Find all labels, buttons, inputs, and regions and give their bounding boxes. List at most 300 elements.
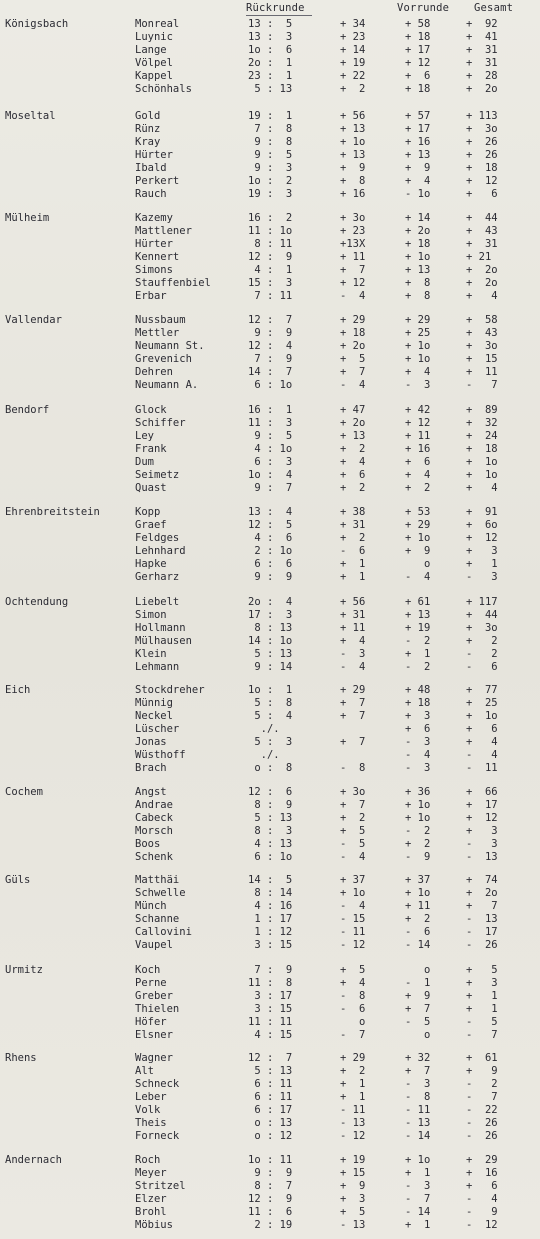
vorrunde-diff: + 9 bbox=[405, 162, 431, 174]
rueckrunde-diff: + 13 bbox=[340, 123, 366, 135]
gesamt-diff: + 17 bbox=[466, 799, 498, 811]
player-name: Thielen bbox=[135, 1003, 180, 1015]
player-row bbox=[0, 786, 540, 799]
player-name: Kray bbox=[135, 136, 161, 148]
player-row bbox=[0, 838, 540, 851]
rueckrunde-score: 6 : 11 bbox=[248, 1091, 293, 1103]
club-name: Bendorf bbox=[5, 404, 50, 416]
vorrunde-diff: - 14 bbox=[405, 939, 431, 951]
rueckrunde-diff: - 12 bbox=[340, 1130, 366, 1142]
player-name: Lehmann bbox=[135, 661, 180, 673]
player-row bbox=[0, 799, 540, 812]
rueckrunde-diff: + 13 bbox=[340, 430, 366, 442]
player-name: Theis bbox=[135, 1117, 167, 1129]
vorrunde-diff: + 16 bbox=[405, 136, 431, 148]
player-row bbox=[0, 404, 540, 417]
vorrunde-diff: + 13 bbox=[405, 264, 431, 276]
player-name: Simon bbox=[135, 609, 167, 621]
rueckrunde-diff: + 2 bbox=[340, 1065, 366, 1077]
player-row bbox=[0, 379, 540, 392]
player-name: Schenk bbox=[135, 851, 173, 863]
vorrunde-diff: - 1 bbox=[405, 977, 431, 989]
player-name: Stauffenbiel bbox=[135, 277, 211, 289]
vorrunde-diff: + 37 bbox=[405, 874, 431, 886]
player-name: Stritzel bbox=[135, 1180, 186, 1192]
player-row bbox=[0, 417, 540, 430]
player-name: Mülhausen bbox=[135, 635, 192, 647]
rueckrunde-score: 16 : 1 bbox=[248, 404, 293, 416]
gesamt-diff: + 74 bbox=[466, 874, 498, 886]
player-row bbox=[0, 571, 540, 584]
player-name: Mettler bbox=[135, 327, 180, 339]
vorrunde-diff: + 6 bbox=[405, 456, 431, 468]
club-name: Güls bbox=[5, 874, 31, 886]
vorrunde-diff: + 48 bbox=[405, 684, 431, 696]
rueckrunde-diff: + 2o bbox=[340, 417, 366, 429]
rueckrunde-score: 1o : 1 bbox=[248, 684, 293, 696]
vorrunde-diff: - 5 bbox=[405, 1016, 431, 1028]
gesamt-diff: + 2o bbox=[466, 277, 498, 289]
rueckrunde-score: 16 : 2 bbox=[248, 212, 293, 224]
rueckrunde-score: o : 13 bbox=[248, 1117, 293, 1129]
vorrunde-diff: + 17 bbox=[405, 44, 431, 56]
gesamt-diff: + 31 bbox=[466, 57, 498, 69]
vorrunde-diff: + 19 bbox=[405, 622, 431, 634]
vorrunde-diff: + 4 bbox=[405, 175, 431, 187]
vorrunde-diff: + 1o bbox=[405, 532, 431, 544]
rueckrunde-diff: + 1 bbox=[340, 558, 366, 570]
rueckrunde-score: 9 : 9 bbox=[248, 571, 293, 583]
rueckrunde-score: 3 : 15 bbox=[248, 1003, 293, 1015]
player-name: Stockdreher bbox=[135, 684, 205, 696]
gesamt-diff: + 9 bbox=[466, 1065, 498, 1077]
rueckrunde-diff: + 4 bbox=[340, 456, 366, 468]
player-row bbox=[0, 964, 540, 977]
vorrunde-diff: + 18 bbox=[405, 83, 431, 95]
rueckrunde-diff: + 6 bbox=[340, 469, 366, 481]
vorrunde-diff: - 1o bbox=[405, 188, 431, 200]
gesamt-diff: + 11 bbox=[466, 366, 498, 378]
rueckrunde-score: 7 : 9 bbox=[248, 353, 293, 365]
rueckrunde-score: o : 8 bbox=[248, 762, 293, 774]
player-name: Greber bbox=[135, 990, 173, 1002]
player-name: Perkert bbox=[135, 175, 180, 187]
rueckrunde-score: 1o : 2 bbox=[248, 175, 293, 187]
gesamt-diff: - 3 bbox=[466, 838, 498, 850]
player-name: Vaupel bbox=[135, 939, 173, 951]
vorrunde-diff: - 14 bbox=[405, 1206, 431, 1218]
gesamt-diff: + 1 bbox=[466, 990, 498, 1002]
gesamt-diff: + 26 bbox=[466, 149, 498, 161]
club-name: Eich bbox=[5, 684, 31, 696]
rueckrunde-score: 12 : 5 bbox=[248, 519, 293, 531]
player-row bbox=[0, 532, 540, 545]
vorrunde-diff: + 12 bbox=[405, 57, 431, 69]
gesamt-diff: + 1o bbox=[466, 469, 498, 481]
rueckrunde-score: 2 : 1o bbox=[248, 545, 293, 557]
rueckrunde-score: 9 : 9 bbox=[248, 1167, 293, 1179]
player-row bbox=[0, 188, 540, 201]
rueckrunde-score: 5 : 3 bbox=[248, 736, 293, 748]
player-row bbox=[0, 340, 540, 353]
gesamt-diff: + 31 bbox=[466, 238, 498, 250]
player-name: Ibald bbox=[135, 162, 167, 174]
vorrunde-diff: + 53 bbox=[405, 506, 431, 518]
player-row bbox=[0, 443, 540, 456]
gesamt-diff: + 31 bbox=[466, 44, 498, 56]
vorrunde-diff: - 2 bbox=[405, 635, 431, 647]
rueckrunde-diff: + 5 bbox=[340, 964, 366, 976]
player-name: Höfer bbox=[135, 1016, 167, 1028]
gesamt-diff: + 4 bbox=[466, 290, 498, 302]
vorrunde-diff: + 1 bbox=[405, 648, 431, 660]
rueckrunde-score: 6 : 6 bbox=[248, 558, 293, 570]
rueckrunde-diff: + 5 bbox=[340, 353, 366, 365]
rueckrunde-diff: + 47 bbox=[340, 404, 366, 416]
player-row bbox=[0, 874, 540, 887]
club-name: Moseltal bbox=[5, 110, 56, 122]
rueckrunde-score: 5 : 13 bbox=[248, 648, 293, 660]
vorrunde-diff: + 1o bbox=[405, 1154, 431, 1166]
player-row bbox=[0, 913, 540, 926]
player-row bbox=[0, 456, 540, 469]
player-row bbox=[0, 736, 540, 749]
vorrunde-diff: + 1o bbox=[405, 353, 431, 365]
gesamt-diff: + 58 bbox=[466, 314, 498, 326]
player-name: Andrae bbox=[135, 799, 173, 811]
vorrunde-diff: - 7 bbox=[405, 1193, 431, 1205]
player-row bbox=[0, 723, 540, 736]
rueckrunde-score: 7 : 8 bbox=[248, 123, 293, 135]
vorrunde-diff: + 17 bbox=[405, 123, 431, 135]
player-row bbox=[0, 887, 540, 900]
rueckrunde-score: 4 : 13 bbox=[248, 838, 293, 850]
rueckrunde-score: 4 : 1 bbox=[248, 264, 293, 276]
vorrunde-diff: + 3 bbox=[405, 710, 431, 722]
player-name: Hürter bbox=[135, 149, 173, 161]
player-row bbox=[0, 1016, 540, 1029]
rueckrunde-score: 1o : 11 bbox=[248, 1154, 293, 1166]
rueckrunde-diff: + 29 bbox=[340, 684, 366, 696]
gesamt-diff: - 7 bbox=[466, 1029, 498, 1041]
vorrunde-diff: + 1o bbox=[405, 799, 431, 811]
rueckrunde-score: 4 : 15 bbox=[248, 1029, 293, 1041]
player-row bbox=[0, 110, 540, 123]
player-name: Hapke bbox=[135, 558, 167, 570]
vorrunde-diff: - 8 bbox=[405, 1091, 431, 1103]
player-name: Rauch bbox=[135, 188, 167, 200]
gesamt-diff: + 12 bbox=[466, 532, 498, 544]
vorrunde-diff: + 12 bbox=[405, 417, 431, 429]
gesamt-diff: + 4 bbox=[466, 482, 498, 494]
player-row bbox=[0, 1219, 540, 1232]
rueckrunde-diff: + 7 bbox=[340, 710, 366, 722]
rueckrunde-diff: + 31 bbox=[340, 609, 366, 621]
club-name: Ehrenbreitstein bbox=[5, 506, 100, 518]
rueckrunde-score: 2 : 19 bbox=[248, 1219, 293, 1231]
rueckrunde-score: 11 : 1o bbox=[248, 225, 293, 237]
rueckrunde-score: 4 : 1o bbox=[248, 443, 293, 455]
rueckrunde-score: 19 : 3 bbox=[248, 188, 293, 200]
player-name: Callovini bbox=[135, 926, 192, 938]
player-row bbox=[0, 1029, 540, 1042]
player-row bbox=[0, 926, 540, 939]
gesamt-diff: + 91 bbox=[466, 506, 498, 518]
player-row bbox=[0, 635, 540, 648]
player-name: Morsch bbox=[135, 825, 173, 837]
player-row bbox=[0, 1206, 540, 1219]
vorrunde-diff: + 6 bbox=[405, 70, 431, 82]
player-row bbox=[0, 31, 540, 44]
rueckrunde-diff: + 56 bbox=[340, 110, 366, 122]
vorrunde-diff: + 16 bbox=[405, 443, 431, 455]
rueckrunde-diff: + 1o bbox=[340, 887, 366, 899]
gesamt-diff: + 43 bbox=[466, 225, 498, 237]
player-row bbox=[0, 1117, 540, 1130]
player-name: Dum bbox=[135, 456, 154, 468]
rueckrunde-score: 13 : 3 bbox=[248, 31, 293, 43]
rueckrunde-diff: + 38 bbox=[340, 506, 366, 518]
player-row bbox=[0, 277, 540, 290]
rueckrunde-score: 8 : 9 bbox=[248, 799, 293, 811]
rueckrunde-diff: - 5 bbox=[340, 838, 366, 850]
rueckrunde-score: 9 : 9 bbox=[248, 327, 293, 339]
player-name: Volk bbox=[135, 1104, 161, 1116]
player-name: Gold bbox=[135, 110, 161, 122]
rueckrunde-diff: + 7 bbox=[340, 799, 366, 811]
gesamt-diff: - 2 bbox=[466, 648, 498, 660]
player-name: Schwelle bbox=[135, 887, 186, 899]
player-name: Dehren bbox=[135, 366, 173, 378]
rueckrunde-score: 1o : 6 bbox=[248, 44, 293, 56]
gesamt-diff: - 11 bbox=[466, 762, 498, 774]
rueckrunde-score: 19 : 1 bbox=[248, 110, 293, 122]
club-name: Mülheim bbox=[5, 212, 50, 224]
rueckrunde-score: 12 : 4 bbox=[248, 340, 293, 352]
player-row bbox=[0, 18, 540, 31]
gesamt-diff: - 26 bbox=[466, 1130, 498, 1142]
gesamt-diff: + 44 bbox=[466, 212, 498, 224]
rueckrunde-score: 6 : 17 bbox=[248, 1104, 293, 1116]
vorrunde-diff: + 14 bbox=[405, 212, 431, 224]
vorrunde-diff: + 58 bbox=[405, 18, 431, 30]
player-name: Nussbaum bbox=[135, 314, 186, 326]
player-row bbox=[0, 70, 540, 83]
rueckrunde-diff: - 15 bbox=[340, 913, 366, 925]
player-row bbox=[0, 1065, 540, 1078]
gesamt-diff: + 113 bbox=[466, 110, 498, 122]
rueckrunde-diff: + 19 bbox=[340, 57, 366, 69]
player-row bbox=[0, 290, 540, 303]
vorrunde-diff: - 4 bbox=[405, 749, 431, 761]
gesamt-diff: + 16 bbox=[466, 1167, 498, 1179]
player-row bbox=[0, 812, 540, 825]
gesamt-diff: - 4 bbox=[466, 1193, 498, 1205]
vorrunde-diff: + 8 bbox=[405, 290, 431, 302]
rueckrunde-score: 15 : 3 bbox=[248, 277, 293, 289]
rueckrunde-score: 4 : 16 bbox=[248, 900, 293, 912]
player-name: Neumann St. bbox=[135, 340, 205, 352]
player-name: Lüscher bbox=[135, 723, 180, 735]
rueckrunde-score: 8 : 7 bbox=[248, 1180, 293, 1192]
player-row bbox=[0, 609, 540, 622]
gesamt-diff: + 3 bbox=[466, 825, 498, 837]
player-row bbox=[0, 506, 540, 519]
rueckrunde-diff: + 29 bbox=[340, 1052, 366, 1064]
player-name: Roch bbox=[135, 1154, 161, 1166]
rueckrunde-diff: + 4 bbox=[340, 977, 366, 989]
gesamt-diff: + 117 bbox=[466, 596, 498, 608]
gesamt-diff: + 1 bbox=[466, 1003, 498, 1015]
rueckrunde-score: 2o : 4 bbox=[248, 596, 293, 608]
player-name: Alt bbox=[135, 1065, 154, 1077]
player-row bbox=[0, 990, 540, 1003]
player-name: Graef bbox=[135, 519, 167, 531]
vorrunde-diff: + 9 bbox=[405, 990, 431, 1002]
rueckrunde-score: 9 : 7 bbox=[248, 482, 293, 494]
vorrunde-diff: + 1o bbox=[405, 812, 431, 824]
rueckrunde-score: 8 : 11 bbox=[248, 238, 293, 250]
player-name: Lehnhard bbox=[135, 545, 186, 557]
rueckrunde-score: 5 : 4 bbox=[248, 710, 293, 722]
rueckrunde-score: 23 : 1 bbox=[248, 70, 293, 82]
player-row bbox=[0, 749, 540, 762]
rueckrunde-score: 5 : 13 bbox=[248, 1065, 293, 1077]
club-name: Andernach bbox=[5, 1154, 62, 1166]
player-row bbox=[0, 1052, 540, 1065]
player-name: Kennert bbox=[135, 251, 180, 263]
rueckrunde-score: 8 : 13 bbox=[248, 622, 293, 634]
rueckrunde-score: 14 : 5 bbox=[248, 874, 293, 886]
rueckrunde-diff: + 37 bbox=[340, 874, 366, 886]
gesamt-diff: - 26 bbox=[466, 1117, 498, 1129]
rueckrunde-diff: + 7 bbox=[340, 366, 366, 378]
player-name: Jonas bbox=[135, 736, 167, 748]
rueckrunde-score: 11 : 8 bbox=[248, 977, 293, 989]
player-name: Schönhals bbox=[135, 83, 192, 95]
rueckrunde-score: 5 : 8 bbox=[248, 697, 293, 709]
rueckrunde-diff: - 11 bbox=[340, 1104, 366, 1116]
player-name: Monreal bbox=[135, 18, 180, 30]
player-name: Elsner bbox=[135, 1029, 173, 1041]
player-row bbox=[0, 1003, 540, 1016]
gesamt-diff: + 12 bbox=[466, 175, 498, 187]
vorrunde-diff: - 4 bbox=[405, 571, 431, 583]
player-row bbox=[0, 149, 540, 162]
player-row bbox=[0, 1130, 540, 1143]
player-row bbox=[0, 1180, 540, 1193]
gesamt-diff: + 66 bbox=[466, 786, 498, 798]
vorrunde-diff: + 29 bbox=[405, 519, 431, 531]
gesamt-diff: + 2o bbox=[466, 264, 498, 276]
player-name: Feldges bbox=[135, 532, 180, 544]
player-name: Glock bbox=[135, 404, 167, 416]
vorrunde-diff: + 2o bbox=[405, 225, 431, 237]
rueckrunde-score: 4 : 6 bbox=[248, 532, 293, 544]
vorrunde-diff: + 1 bbox=[405, 1167, 431, 1179]
player-name: Brach bbox=[135, 762, 167, 774]
vorrunde-diff: - 3 bbox=[405, 379, 431, 391]
rueckrunde-diff: - 13 bbox=[340, 1219, 366, 1231]
rueckrunde-diff: - 8 bbox=[340, 762, 366, 774]
vorrunde-diff: + 1 bbox=[405, 1219, 431, 1231]
player-row bbox=[0, 57, 540, 70]
player-row bbox=[0, 661, 540, 674]
rueckrunde-score: 6 : 3 bbox=[248, 456, 293, 468]
rueckrunde-diff: + 1o bbox=[340, 136, 366, 148]
rueckrunde-diff: + 19 bbox=[340, 1154, 366, 1166]
rueckrunde-diff: + 2 bbox=[340, 482, 366, 494]
rueckrunde-diff: + 5 bbox=[340, 825, 366, 837]
rueckrunde-diff: - 6 bbox=[340, 545, 366, 557]
rueckrunde-score: 7 : 11 bbox=[248, 290, 293, 302]
gesamt-diff: + 89 bbox=[466, 404, 498, 416]
rueckrunde-score: 5 : 13 bbox=[248, 83, 293, 95]
player-name: Rünz bbox=[135, 123, 161, 135]
header-gesamt: Gesamt bbox=[474, 2, 514, 14]
gesamt-diff: + 5 bbox=[466, 964, 498, 976]
gesamt-diff: + 3o bbox=[466, 622, 498, 634]
vorrunde-diff: + 7 bbox=[405, 1003, 431, 1015]
rueckrunde-diff: + 7 bbox=[340, 264, 366, 276]
vorrunde-diff: + 4 bbox=[405, 366, 431, 378]
player-row bbox=[0, 327, 540, 340]
rueckrunde-diff: + 5 bbox=[340, 1206, 366, 1218]
player-row bbox=[0, 622, 540, 635]
vorrunde-diff: + 7 bbox=[405, 1065, 431, 1077]
player-row bbox=[0, 251, 540, 264]
player-name: Erbar bbox=[135, 290, 167, 302]
player-name: Hollmann bbox=[135, 622, 186, 634]
gesamt-diff: + 25 bbox=[466, 697, 498, 709]
gesamt-diff: + 6o bbox=[466, 519, 498, 531]
rueckrunde-diff: + 1 bbox=[340, 1078, 366, 1090]
rueckrunde-score: 9 : 8 bbox=[248, 136, 293, 148]
rueckrunde-diff: + 8 bbox=[340, 175, 366, 187]
player-row bbox=[0, 596, 540, 609]
player-row bbox=[0, 825, 540, 838]
rueckrunde-score: 14 : 7 bbox=[248, 366, 293, 378]
player-name: Lange bbox=[135, 44, 167, 56]
vorrunde-diff: + 2 bbox=[405, 838, 431, 850]
gesamt-diff: - 9 bbox=[466, 1206, 498, 1218]
gesamt-diff: + 6 bbox=[466, 1180, 498, 1192]
player-name: Hürter bbox=[135, 238, 173, 250]
player-name: Kappel bbox=[135, 70, 173, 82]
rueckrunde-diff: + 7 bbox=[340, 697, 366, 709]
rueckrunde-diff: + 1 bbox=[340, 571, 366, 583]
rueckrunde-score: 13 : 5 bbox=[248, 18, 293, 30]
gesamt-diff: + 3o bbox=[466, 123, 498, 135]
rueckrunde-score: 12 : 7 bbox=[248, 1052, 293, 1064]
vorrunde-diff: - 6 bbox=[405, 926, 431, 938]
gesamt-diff: + 26 bbox=[466, 136, 498, 148]
rueckrunde-score: 13 : 4 bbox=[248, 506, 293, 518]
player-row bbox=[0, 225, 540, 238]
vorrunde-diff: + 18 bbox=[405, 31, 431, 43]
player-name: Völpel bbox=[135, 57, 173, 69]
player-name: Perne bbox=[135, 977, 167, 989]
vorrunde-diff: - 13 bbox=[405, 1117, 431, 1129]
rueckrunde-diff: + 15 bbox=[340, 1167, 366, 1179]
player-row bbox=[0, 977, 540, 990]
player-row bbox=[0, 238, 540, 251]
rueckrunde-diff: - 6 bbox=[340, 1003, 366, 1015]
player-name: Brohl bbox=[135, 1206, 167, 1218]
player-row bbox=[0, 366, 540, 379]
rueckrunde-diff: + 11 bbox=[340, 622, 366, 634]
vorrunde-diff: - 11 bbox=[405, 1104, 431, 1116]
